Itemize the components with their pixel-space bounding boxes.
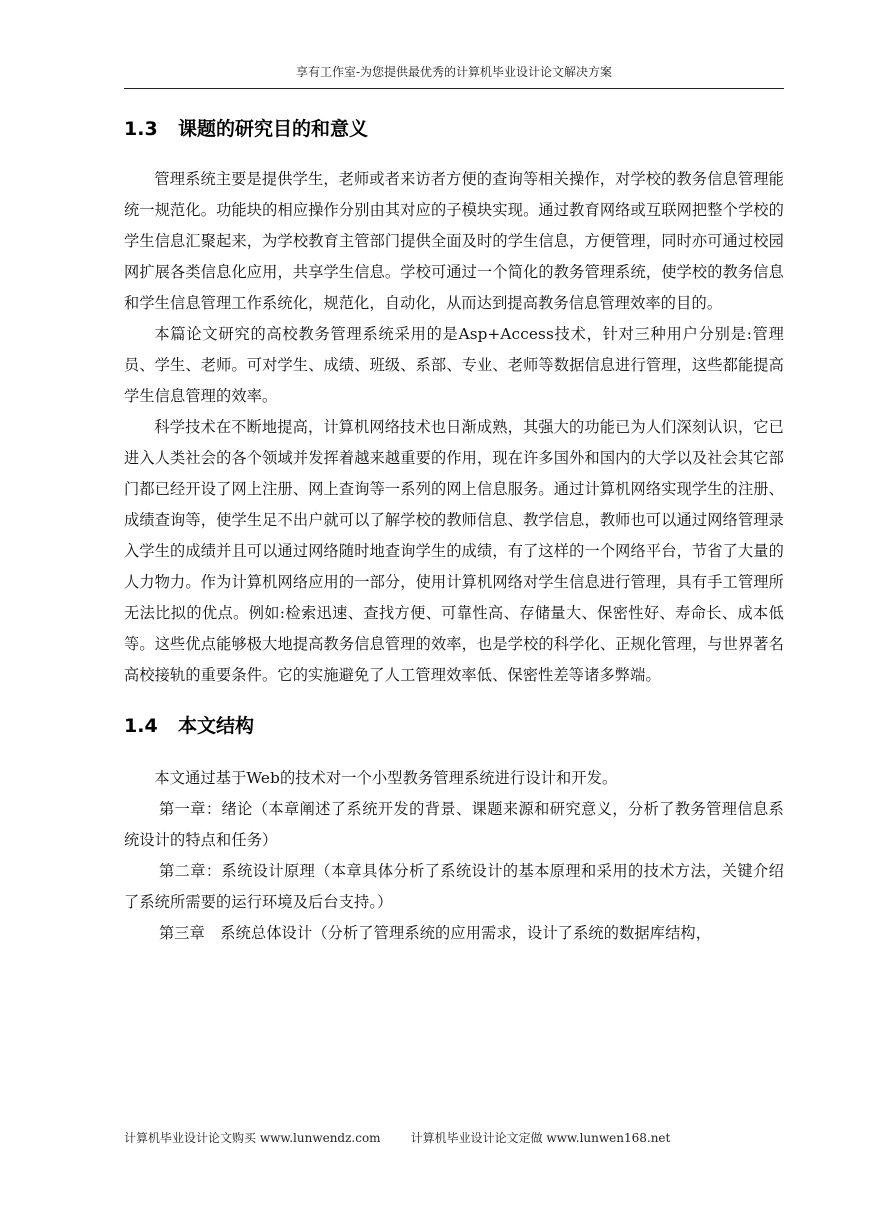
chapter-summary: 第一章：绪论（本章阐述了系统开发的背景、课题来源和研究意义，分析了教务管理信息系统设计的特点和任务） — [124, 800, 784, 849]
footer-left-link: 计算机毕业设计论文购买 www.lunwendz.com — [124, 1131, 381, 1145]
chapter-summary: 第二章：系统设计原理（本章具体分析了系统设计的基本原理和采用的技术方法，关键介绍了系统所需要的运行环境及后台支持。） — [124, 862, 784, 911]
paragraph: 管理系统主要是提供学生，老师或者来访者方便的查询等相关操作，对学校的教务信息管理能统一规范化。功能块的相应操作分别由其对应的子模块实现。通过教育网络或互联网把整个学校的学生信息汇聚起来，为学校教育主管部门提供全面及时的学生信息，方便管理，同时亦可通过校园网扩展各类信息化应用，共享学生信息。学校可通过一个简化的教务管理系统，使学校的教务信息和学生信息管理工作系统化，规范化，自动化，从而达到提高教务信息管理效率的目的。 — [124, 170, 784, 312]
paragraph: 本篇论文研究的高校教务管理系统采用的是Asp+Access技术，针对三种用户分别是:管理员、学生、老师。可对学生、成绩、班级、系部、专业、老师等数据信息进行管理，这些都能提高学生信息管理的效率。 — [124, 325, 784, 405]
chapter-summary: 第三章 系统总体设计（分析了管理系统的应用需求，设计了系统的数据库结构， — [158, 924, 712, 942]
section-title: 本文结构 — [178, 715, 255, 737]
section-number: 1.3 — [124, 118, 158, 140]
footer-right-link: 计算机毕业设计论文定做 www.lunwen168.net — [410, 1131, 671, 1145]
running-footer — [124, 1130, 670, 1146]
section-number: 1.4 — [124, 715, 158, 737]
section-heading-1-4 — [124, 713, 784, 739]
section-heading-1-3 — [124, 116, 784, 142]
header-rule — [124, 88, 784, 89]
paragraph: 科学技术在不断地提高，计算机网络技术也日渐成熟，其强大的功能已为人们深刻认识，它已进入人类社会的各个领域并发挥着越来越重要的作用，现在许多国外和国内的大学以及社会其它部门都已经开设了网上注册、网上查询等一系列的网上信息服务。通过计算机网络实现学生的注册、成绩查询等，使学生足不出户就可以了解学校的教师信息、教学信息，教师也可以通过网络管理录入学生的成绩并且可以通过网络随时地查询学生的成绩，有了这样的一个网络平台，节省了大量的人力物力。作为计算机网络应用的一部分，使用计算机网络对学生信息进行管理，具有手工管理所无法比拟的优点。例如:检索迅速、查找方便、可靠性高、存储量大、保密性好、寿命长、成本低等。这些优点能够极大地提高教务信息管理的效率，也是学校的科学化、正规化管理，与世界著名高校接轨的重要条件。它的实施避免了人工管理效率低、保密性差等诸多弊端。 — [124, 418, 784, 684]
section-title: 课题的研究目的和意义 — [178, 118, 369, 140]
page-content — [124, 108, 784, 949]
paragraph: 本文通过基于Web的技术对一个小型教务管理系统进行设计和开发。 — [154, 769, 618, 787]
running-header: 享有工作室-为您提供最优秀的计算机毕业设计论文解决方案 — [295, 65, 613, 79]
